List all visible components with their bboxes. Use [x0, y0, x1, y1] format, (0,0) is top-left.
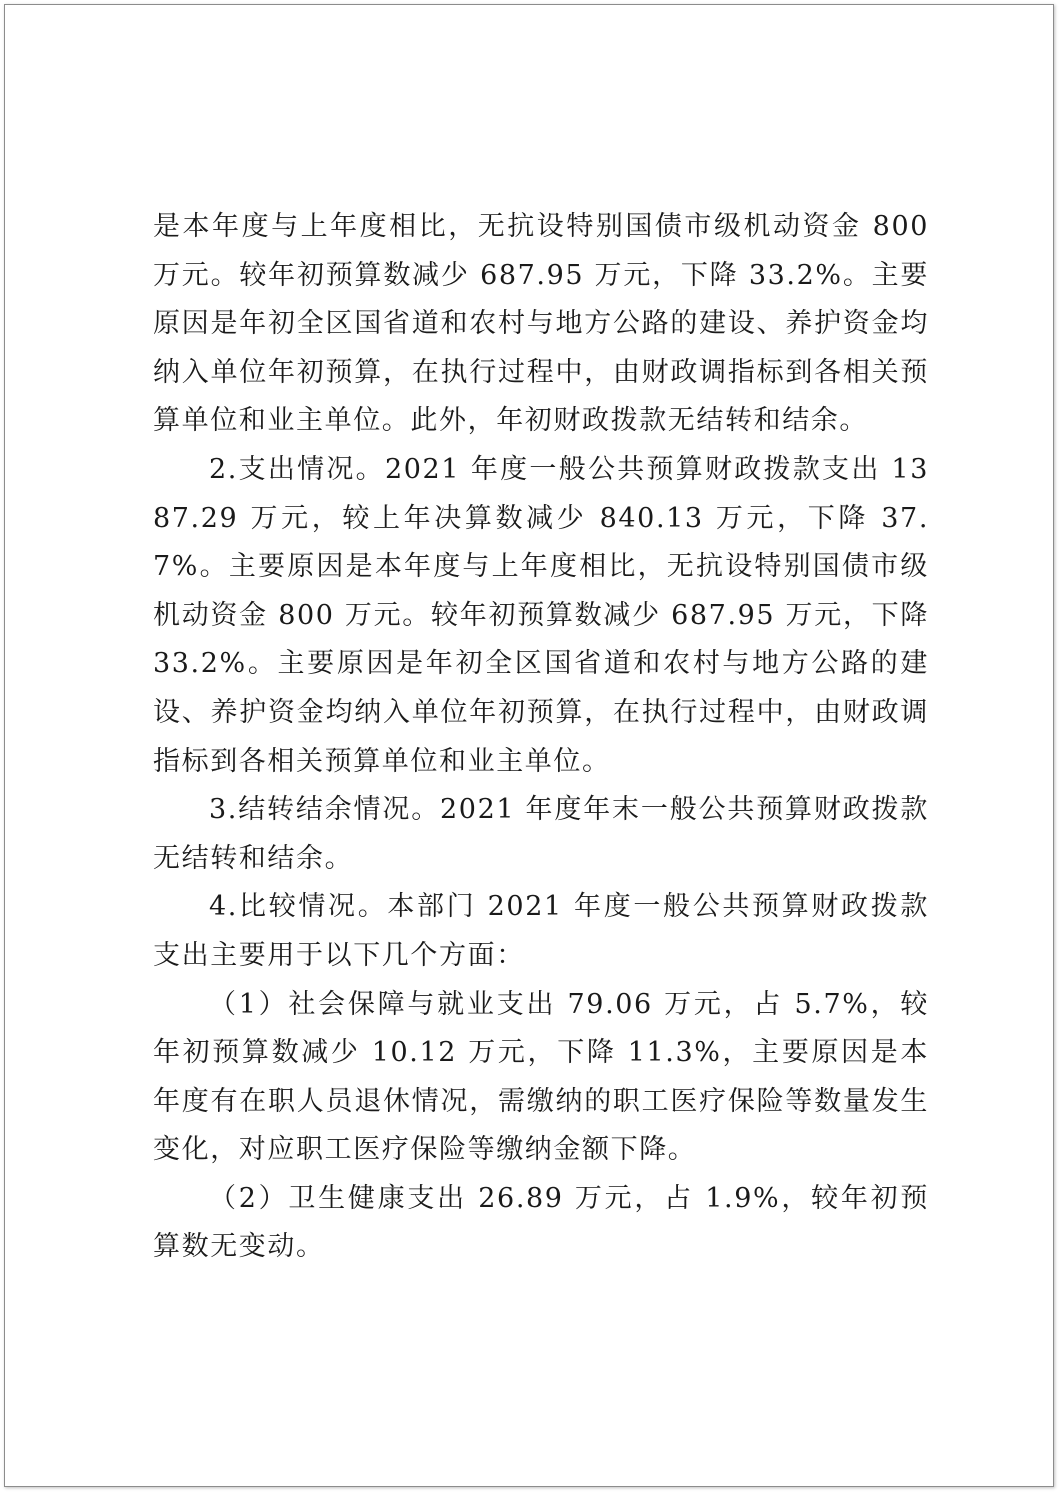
document-page: [4, 4, 1054, 1487]
paragraph-expenditure: 2.支出情况。2021 年度一般公共预算财政拨款支出 1387.29 万元，较上年决算数减少 840.13 万元，下降 37.7%。主要原因是本年度与上年度相比，无抗设特别国债市级机动资金 800 万元。较年初预算数减少 687.95 万元，下降 33.2%。主要原因是年初全区国省道和农村与地方公路的建设、养护资金均纳入单位年初预算，在执行过程中，由财政调指标到各相关预算单位和业主单位。: [153, 453, 929, 777]
paragraph-social-security: （1）社会保障与就业支出 79.06 万元，占 5.7%，较年初预算数减少 10.12 万元，下降 11.3%，主要原因是本年度有在职人员退休情况，需缴纳的职工医疗保险等数量发生变化，对应职工医疗保险等缴纳金额下降。: [153, 988, 929, 1166]
document-body: [153, 203, 929, 1272]
paragraph-comparison: 4.比较情况。本部门 2021 年度一般公共预算财政拨款支出主要用于以下几个方面：: [153, 891, 929, 971]
paragraph-carryover: 3.结转结余情况。2021 年度年末一般公共预算财政拨款无结转和结余。: [153, 794, 929, 874]
paragraph-budget-comparison: 是本年度与上年度相比，无抗设特别国债市级机动资金 800 万元。较年初预算数减少 687.95 万元，下降 33.2%。主要原因是年初全区国省道和农村与地方公路的建设、养护资金均纳入单位年初预算，在执行过程中，由财政调指标到各相关预算单位和业主单位。此外，年初财政拨款无结转和结余。: [153, 211, 929, 437]
paragraph-health: （2）卫生健康支出 26.89 万元，占 1.9%，较年初预算数无变动。: [153, 1182, 929, 1263]
